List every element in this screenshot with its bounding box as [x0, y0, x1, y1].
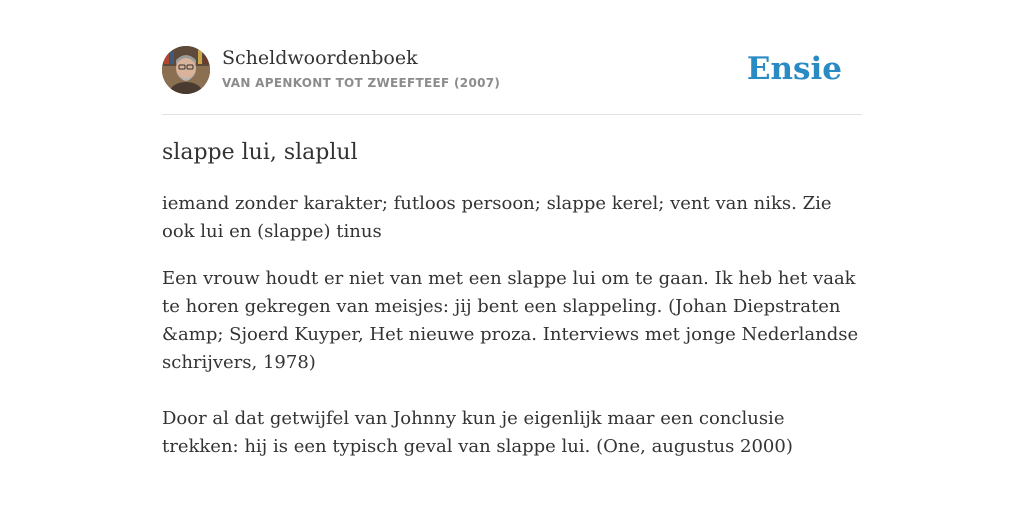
entry-term: slappe lui, slaplul [162, 140, 358, 165]
book-title[interactable]: VAN APENKONT TOT ZWEEFTEEF (2007) [222, 76, 501, 90]
entry-quote: Door al dat getwijfel van Johnny kun je eigenlijk maar een conclusie trekken: hij is een typisch geval van slappe lui. (One, augustus 2000) [162, 408, 793, 457]
entry-definition: iemand zonder karakter; futloos persoon; slappe kerel; vent van niks. Zie ook lui en (slappe) tinus [162, 193, 832, 242]
site-logo[interactable]: Ensie [746, 51, 842, 87]
author-name[interactable]: Scheldwoordenboek [222, 47, 418, 69]
author-portrait-icon [162, 46, 210, 94]
entry-quote: Een vrouw houdt er niet van met een slappe lui om te gaan. Ik heb het vaak te horen gekregen van meisjes: jij bent een slappeling. (Johan Diepstraten &amp; Sjoerd Kuyper, Het nieuwe proza. Interviews met jonge Nederlandse schrijvers, 1978) [162, 268, 859, 373]
entry-header [162, 46, 862, 115]
author-avatar[interactable] [162, 46, 210, 94]
